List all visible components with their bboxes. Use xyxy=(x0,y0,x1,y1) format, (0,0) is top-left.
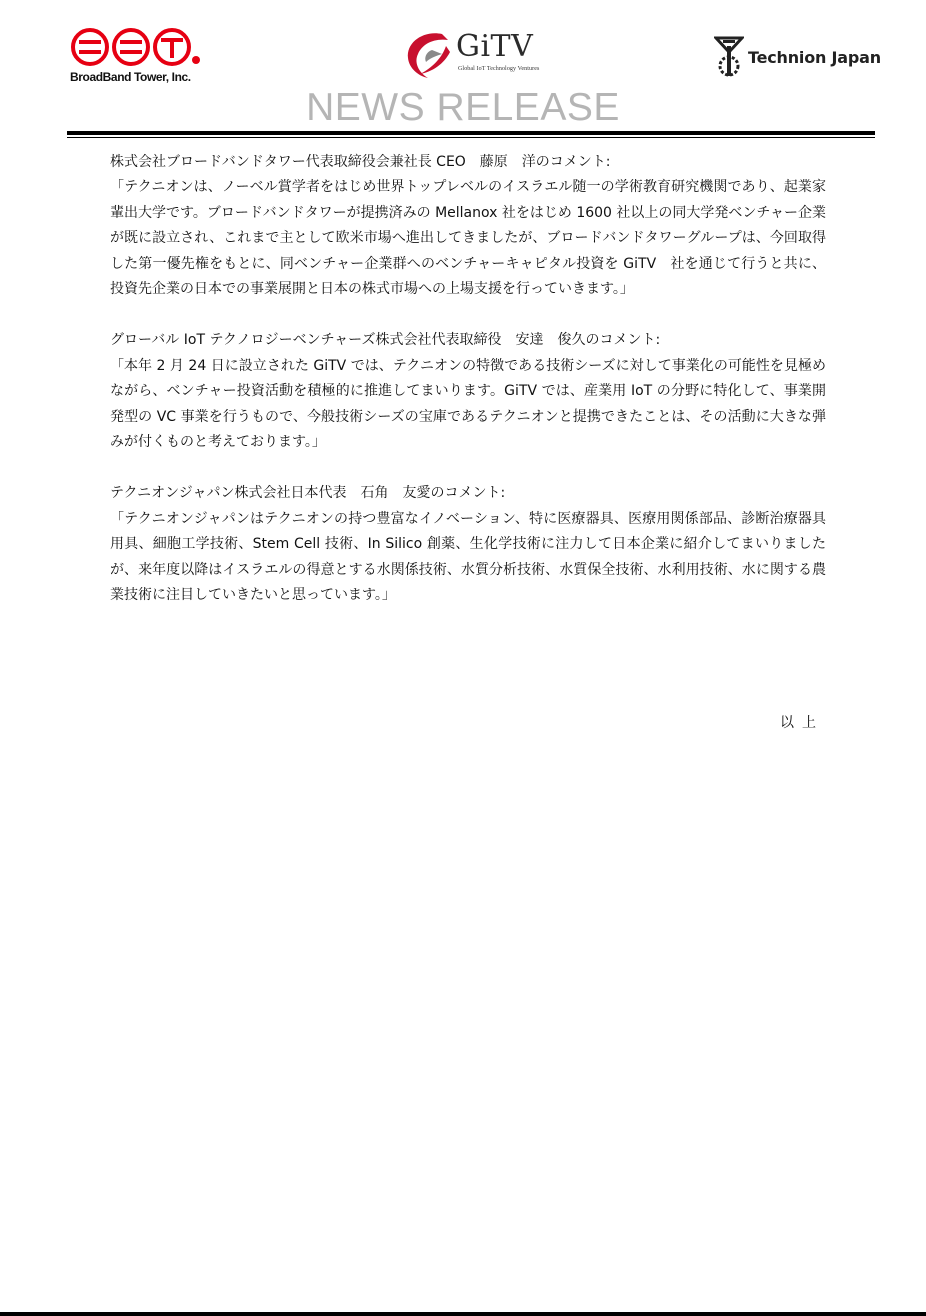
bbt-caption: BroadBand Tower, Inc. xyxy=(70,70,191,84)
gitv-wordmark: GiTV xyxy=(456,29,534,64)
comment-speaker: グローバル IoT テクノロジーベンチャーズ株式会社代表取締役 安達 俊久のコメント: xyxy=(110,332,661,349)
comment-body: 「本年 2 月 24 日に設立された GiTV では、テクニオンの特徴である技術シーズに対して事業化の可能性を見極めながら、ベンチャー投資活動を積極的に推進してまいります。GiTV では、産業用 IoT の分野に特化して、事業開発型の VC 事業を行うもので、今般技術シーズの宝庫であるテクニオンと提携できたことは、その活動に大きな弾みが付くものと考えております。」 xyxy=(110,357,826,451)
gitv-logo xyxy=(402,28,542,82)
footer-divider xyxy=(0,1312,926,1316)
bbt-logo-icon xyxy=(70,26,204,70)
comment-block xyxy=(110,481,826,608)
page-title: NEWS RELEASE xyxy=(306,86,620,129)
closing-mark: 以上 xyxy=(780,715,824,731)
spacer xyxy=(110,455,826,481)
header-divider-thin xyxy=(67,137,875,138)
comment-body: 「テクニオンジャパンはテクニオンの持つ豊富なイノベーション、特に医療器具、医療用関係部品、診断治療器具用具、細胞工学技術、Stem Cell 技術、In Silico 創薬、生化学技術に注力して日本企業に紹介してまいりましたが、来年度以降はイスラエルの得意とする水関係技術、水質分析技術、水質保全技術、水利用技術、水に関する農業技術に注目していきたいと思っています。」 xyxy=(110,510,826,604)
technion-emblem-icon xyxy=(714,36,744,82)
comments-section xyxy=(110,150,826,609)
technion-wordmark: Technion Japan xyxy=(748,48,881,67)
bbt-logo xyxy=(70,26,210,88)
comment-body: 「テクニオンは、ノーベル賞学者をはじめ世界トップレベルのイスラエル随一の学術教育研究機関であり、起業家輩出大学です。ブロードバンドタワーが提携済みの Mellanox 社をはじめ 1600 社以上の同大学発ベンチャー企業が既に設立され、これまで主として欧米市場へ進出してきましたが、ブロードバンドタワーグループは、今回取得した第一優先権をもとに、同ベンチャー企業群へのベンチャーキャピタル投資を GiTV 社を通じて行うと共に、投資先企業の日本での事業展開と日本の株式市場への上場支援を行っていきます。」 xyxy=(110,179,826,298)
gitv-swirl-icon xyxy=(402,28,458,82)
comment-speaker: テクニオンジャパン株式会社日本代表 石角 友愛のコメント: xyxy=(110,485,506,502)
comment-block xyxy=(110,150,826,302)
gitv-subtitle: Global IoT Technology Ventures xyxy=(458,66,540,72)
comment-block xyxy=(110,328,826,455)
technion-logo xyxy=(714,36,881,82)
header-divider-thick xyxy=(67,131,875,135)
spacer xyxy=(110,302,826,328)
comment-speaker: 株式会社ブロードバンドタワー代表取締役会兼社長 CEO 藤原 洋のコメント: xyxy=(110,154,611,170)
